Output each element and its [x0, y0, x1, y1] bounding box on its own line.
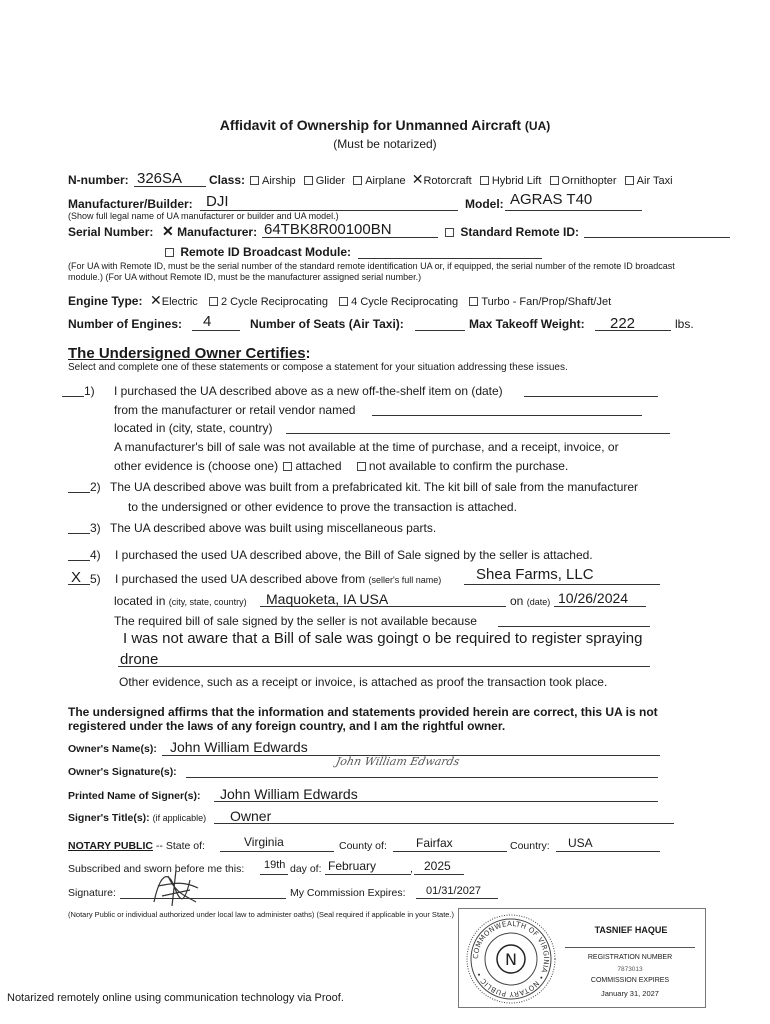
- signer-title-line: [214, 823, 674, 824]
- item4-check-line[interactable]: [68, 560, 90, 561]
- class-rotorcraft-checkmark[interactable]: ✕: [411, 171, 424, 187]
- printed-name-label: Printed Name of Signer(s):: [68, 790, 201, 802]
- item5-date-label: on (date): [510, 594, 551, 608]
- engine-options: ✕Electric 2 Cycle Reciprocating 4 Cycle Reciprocating Turbo - Fan/Prop/Shaft/Jet: [150, 292, 612, 308]
- item1-text-b: from the manufacturer or retail vendor named: [114, 403, 356, 417]
- document-title: [0, 117, 770, 133]
- item5-reason-line: [118, 666, 650, 667]
- item5-date-line: [554, 606, 646, 607]
- broadcast-module-line[interactable]: [358, 258, 542, 259]
- class-hybrid-checkbox[interactable]: [480, 176, 489, 185]
- class-options: Airship Glider Airplane ✕Rotorcraft Hybrid Lift Ornithopter Air Taxi: [248, 173, 673, 187]
- manufacturer-note: (Show full legal name of UA manufacturer or builder and UA model.): [68, 211, 339, 221]
- engines-value[interactable]: 4: [203, 313, 212, 330]
- class-ornithopter-checkbox[interactable]: [550, 176, 559, 185]
- item1-number: 1): [84, 384, 95, 398]
- class-label: Class:: [209, 173, 246, 187]
- item1-text-a: I purchased the UA described above as a new off-the-shelf item on (date): [114, 384, 503, 398]
- seats-label: Number of Seats (Air Taxi):: [250, 317, 404, 331]
- notary-year-value[interactable]: 2025: [424, 859, 451, 873]
- engine-2cycle-checkbox[interactable]: [209, 297, 218, 306]
- notary-state-line: [220, 851, 334, 852]
- seal-exp-label: COMMISSION EXPIRES: [590, 977, 670, 984]
- remote-id-checkbox[interactable]: [445, 228, 454, 237]
- item1-notavail-checkbox[interactable]: [357, 462, 366, 471]
- item1-check-line[interactable]: [62, 396, 84, 397]
- item2-text-b: to the undersigned or other evidence to prove the transaction is attached.: [128, 500, 517, 514]
- item5-text-a: I purchased the used UA described above from (seller's full name): [115, 572, 442, 586]
- item5-checkmark[interactable]: X: [71, 569, 82, 586]
- seal-ring-text: COMMONWEALTH OF VIRGINIA • NOTARY PUBLIC •: [471, 919, 551, 999]
- item5-reason-line1[interactable]: I was not aware that a Bill of sale was goingt o be required to register spraying: [123, 630, 643, 647]
- notary-day-value[interactable]: 19th: [264, 859, 286, 871]
- serial-manufacturer-option: ✕ Manufacturer:: [162, 223, 258, 239]
- serial-note-1: (For UA with Remote ID, must be the serial number of the standard remote identification UA or, if equipped, the serial number of the remote ID broadcast: [68, 261, 675, 271]
- notary-state-value[interactable]: Virginia: [244, 835, 284, 849]
- broadcast-module-checkbox[interactable]: [165, 248, 174, 257]
- notary-seal: [458, 908, 706, 1008]
- item5-number: 5): [90, 572, 101, 586]
- signer-title-label: Signer's Title(s): (if applicable): [68, 812, 207, 824]
- seal-center-letter: N: [505, 950, 517, 969]
- engine-label: Engine Type:: [68, 294, 143, 308]
- item1-location-line[interactable]: [286, 433, 670, 434]
- notary-dayof-label: day of:: [290, 863, 322, 875]
- affirm-line2: registered under the laws of any foreign country, and I am the rightful owner.: [68, 719, 506, 733]
- owner-names-label: Owner's Name(s):: [68, 743, 157, 755]
- notary-commission-line: [416, 898, 498, 899]
- notary-county-line: [393, 851, 507, 852]
- title-suffix: (UA): [524, 119, 551, 133]
- notary-year-line: [414, 874, 464, 875]
- item5-seller-line: [464, 584, 660, 585]
- notary-month-value[interactable]: February: [328, 859, 377, 873]
- model-value[interactable]: AGRAS T40: [510, 191, 593, 208]
- model-label: Model:: [465, 197, 504, 211]
- seats-line[interactable]: [415, 330, 465, 331]
- mtow-label: Max Takeoff Weight:: [469, 317, 585, 331]
- item2-text-a: The UA described above was built from a prefabricated kit. The kit bill of sale from the manufacturer: [110, 480, 639, 494]
- item3-number: 3): [90, 521, 101, 535]
- remote-id-line[interactable]: [584, 237, 730, 238]
- item5-reason-line2[interactable]: drone: [120, 651, 159, 668]
- footer-note: Notarized remotely online using communication technology via Proof.: [7, 992, 344, 1004]
- owner-signature-line: [186, 777, 658, 778]
- item5-seller-value[interactable]: Shea Farms, LLC: [476, 566, 594, 583]
- item3-text-a: The UA described above was built using miscellaneous parts.: [110, 521, 437, 535]
- engine-turbo-checkbox[interactable]: [469, 297, 478, 306]
- engine-electric-checkmark[interactable]: ✕: [150, 292, 162, 308]
- notary-county-label: County of:: [339, 840, 387, 852]
- notary-country-line: [556, 851, 660, 852]
- notary-commission-label: My Commission Expires:: [290, 887, 406, 899]
- serial-manufacturer-checkmark[interactable]: ✕: [162, 223, 174, 239]
- seal-divider: [565, 947, 695, 948]
- engines-line: [192, 330, 240, 331]
- item4-text-a: I purchased the used UA described above, the Bill of Sale signed by the seller is attached.: [115, 548, 593, 562]
- certifies-heading: The Undersigned Owner Certifies:: [68, 345, 311, 362]
- remote-id-option: Standard Remote ID:: [443, 225, 579, 239]
- item5-other-evidence: Other evidence, such as a receipt or invoice, is attached as proof the transaction took place.: [119, 675, 608, 689]
- broadcast-module-option: Remote ID Broadcast Module:: [163, 245, 351, 259]
- engine-4cycle-checkbox[interactable]: [339, 297, 348, 306]
- mtow-unit: lbs.: [675, 317, 694, 331]
- model-line: [505, 210, 642, 211]
- nnumber-label: N-number:: [68, 173, 129, 187]
- item5-because: The required bill of sale signed by the seller is not available because: [114, 614, 477, 628]
- manufacturer-label: Manufacturer/Builder:: [68, 197, 193, 211]
- owner-signature-value[interactable]: John William Edwards: [334, 755, 461, 768]
- signer-title-value[interactable]: Owner: [230, 808, 272, 824]
- owner-names-value[interactable]: John William Edwards: [170, 739, 308, 755]
- class-airplane-checkbox[interactable]: [353, 176, 362, 185]
- item3-check-line[interactable]: [68, 533, 90, 534]
- class-airship-checkbox[interactable]: [250, 176, 259, 185]
- notary-state-row: NOTARY PUBLIC -- State of:: [68, 840, 205, 852]
- item5-location-value[interactable]: Maquoketa, IA USA: [266, 591, 389, 607]
- seal-emblem-icon: [465, 913, 557, 1005]
- manufacturer-value[interactable]: DJI: [206, 193, 229, 210]
- item1-vendor-line[interactable]: [372, 415, 642, 416]
- engines-label: Number of Engines:: [68, 317, 183, 331]
- notary-signature-label: Signature:: [68, 887, 116, 899]
- title-text: Affidavit of Ownership for Unmanned Aircraft: [219, 117, 522, 133]
- certifies-instructions: Select and complete one of these statements or compose a statement for your situation addressing these issues.: [68, 362, 568, 373]
- class-airtaxi-checkbox[interactable]: [625, 176, 634, 185]
- notary-comma: ,: [410, 863, 413, 875]
- item1-text-e-row: other evidence is (choose one) attached not available to confirm the purchase.: [114, 459, 569, 473]
- item1-text-c: located in (city, state, country): [114, 421, 273, 435]
- notary-sworn-label: Subscribed and sworn before me this:: [68, 863, 245, 875]
- class-glider-checkbox[interactable]: [304, 176, 313, 185]
- seal-exp-value: January 31, 2027: [601, 989, 659, 998]
- item1-text-d: A manufacturer's bill of sale was not available at the time of purchase, and a receipt, invoice, or: [114, 440, 619, 454]
- mtow-value[interactable]: 222: [610, 315, 636, 332]
- affirm-line1: The undersigned affirms that the information and statements provided herein are correct, this UA is not: [68, 705, 658, 719]
- seal-reg-label: REGISTRATION NUMBER: [587, 954, 673, 961]
- owner-signature-label: Owner's Signature(s):: [68, 766, 177, 778]
- notary-commission-value[interactable]: 01/31/2027: [426, 885, 482, 897]
- item5-because-line: [498, 626, 650, 627]
- item1-date-line[interactable]: [524, 396, 658, 397]
- item5-date-value[interactable]: 10/26/2024: [558, 590, 629, 606]
- nnumber-value[interactable]: 326SA: [137, 170, 183, 187]
- serial-note-2: module.) (For UA without Remote ID, must be the manufacturer assigned serial number.): [68, 272, 422, 282]
- seal-reg-value: 7873013: [617, 966, 643, 973]
- item2-check-line[interactable]: [68, 492, 90, 493]
- item5-location-label: located in (city, state, country): [114, 594, 247, 608]
- serial-value[interactable]: 64TBK8R00100BN: [264, 221, 392, 238]
- item4-number: 4): [90, 548, 101, 562]
- notary-country-value[interactable]: USA: [568, 836, 593, 850]
- notary-month-line: [325, 874, 411, 875]
- notary-note: (Notary Public or individual authorized under local law to administer oaths) (Seal required if applicable in your State.): [68, 910, 455, 919]
- seal-name: TASNIEF HAQUE: [594, 925, 668, 935]
- notary-county-value[interactable]: Fairfax: [416, 836, 453, 850]
- item2-number: 2): [90, 480, 101, 494]
- notary-country-label: Country:: [510, 840, 550, 852]
- serial-label: Serial Number:: [68, 225, 154, 239]
- notary-signature-scribble[interactable]: [146, 866, 206, 910]
- printed-name-value[interactable]: John William Edwards: [220, 786, 358, 802]
- notary-day-line: [260, 874, 288, 875]
- item1-attached-checkbox[interactable]: [283, 462, 292, 471]
- document-subtitle: (Must be notarized): [333, 137, 437, 151]
